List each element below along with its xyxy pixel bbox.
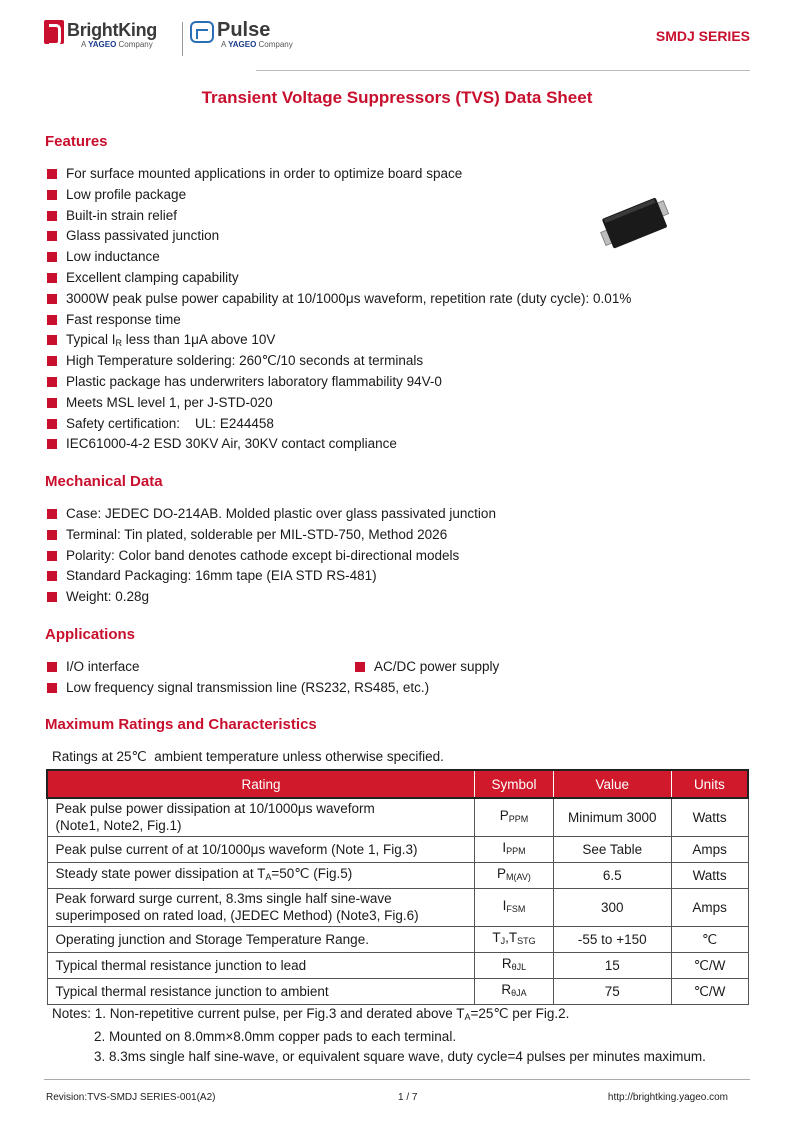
series-name: SMDJ SERIES (655, 28, 750, 44)
pulse-logo (190, 20, 293, 50)
list-item: AC/DC power supply (355, 657, 499, 678)
features-list (47, 164, 631, 455)
pulse-name: Pulse (217, 19, 271, 41)
column-header-symbol: Symbol (475, 770, 554, 798)
page-number: 1 / 7 (398, 1092, 418, 1103)
list-item: 3000W peak pulse power capability at 10/1000μs waveform, repetition rate (duty cycle): 0.01% (47, 289, 631, 310)
table-row (47, 836, 748, 862)
note-3: 3. 8.3ms single half sine-wave, or equivalent square wave, duty cycle=4 pulses per minutes maximum. (94, 1049, 706, 1064)
list-item: Meets MSL level 1, per J-STD-020 (47, 393, 631, 414)
rating-cell: Typical thermal resistance junction to ambient (47, 978, 475, 1004)
units-cell: Amps (671, 836, 748, 862)
table-row (47, 978, 748, 1004)
value-cell: 15 (553, 952, 671, 978)
column-header-value: Value (553, 770, 671, 798)
list-item: Fast response time (47, 310, 631, 331)
rating-cell: Steady state power dissipation at $T_A=50℃$ (Fig.5) (47, 862, 475, 888)
list-item: Low inductance (47, 247, 631, 268)
rating-cell: Peak forward surge current, 8.3ms single half sine-wave superimposed on rated load, (JEDEC Method) (Note3, Fig.6) (47, 888, 475, 926)
list-item: Weight: 0.28g (47, 587, 496, 608)
column-header-rating: Rating (47, 770, 475, 798)
symbol-cell: $I_{FSM}$ (475, 888, 554, 926)
list-item: Plastic package has underwriters laboratory flammability 94V-0 (47, 372, 631, 393)
header-rule (256, 70, 750, 71)
logo-divider (182, 22, 183, 56)
value-cell: 300 (553, 888, 671, 926)
features-heading: Features (45, 133, 108, 150)
value-cell: See Table (553, 836, 671, 862)
applications-list (47, 657, 747, 699)
table-header-row (47, 770, 748, 798)
rating-cell: Typical thermal resistance junction to lead (47, 952, 475, 978)
units-cell: ℃/W (671, 978, 748, 1004)
value-cell: Minimum 3000 (553, 798, 671, 836)
value-cell: -55 to +150 (553, 926, 671, 952)
symbol-cell: $P_{M(AV)}$ (475, 862, 554, 888)
list-item: High Temperature soldering: 260℃/10 seconds at terminals (47, 351, 631, 372)
table-row (47, 926, 748, 952)
pulse-tagline: A YAGEO Company (221, 40, 293, 49)
table-row (47, 798, 748, 836)
symbol-cell: $I_{PPM}$ (475, 836, 554, 862)
mechanical-list (47, 504, 496, 608)
list-item: Standard Packaging: 16mm tape (EIA STD RS-481) (47, 566, 496, 587)
symbol-cell: $R_{\theta JL}$ (475, 952, 554, 978)
list-item: Low frequency signal transmission line (RS232, RS485, etc.) (47, 678, 429, 699)
ratings-intro: Ratings at 25℃ ambient temperature unless otherwise specified. (52, 749, 444, 764)
footer-rule (44, 1079, 750, 1080)
mechanical-heading: Mechanical Data (45, 473, 163, 490)
pulse-mark-icon (190, 21, 214, 43)
table-row (47, 952, 748, 978)
revision-label: Revision:TVS-SMDJ SERIES-001(A2) (46, 1092, 216, 1103)
symbol-cell: $T_J,T_{STG}$ (475, 926, 554, 952)
ratings-heading: Maximum Ratings and Characteristics (45, 716, 317, 733)
document-title: Transient Voltage Suppressors (TVS) Data Sheet (201, 88, 593, 107)
units-cell: Watts (671, 798, 748, 836)
table-row (47, 888, 748, 926)
list-item: Safety certification: UL: E244458 (47, 414, 631, 435)
rating-cell: Peak pulse power dissipation at 10/1000μs waveform (Note1, Note2, Fig.1) (47, 798, 475, 836)
brightking-name: BrightKing (67, 20, 157, 40)
column-header-units: Units (671, 770, 748, 798)
list-item: Terminal: Tin plated, solderable per MIL-STD-750, Method 2026 (47, 525, 496, 546)
value-cell: 75 (553, 978, 671, 1004)
brightking-tagline: A YAGEO Company (81, 40, 153, 49)
applications-heading: Applications (45, 626, 136, 643)
note-2: 2. Mounted on 8.0mm×8.0mm copper pads to each terminal. (94, 1029, 457, 1044)
list-item: For surface mounted applications in order to optimize board space (47, 164, 631, 185)
ratings-table (46, 769, 749, 1005)
list-item: Excellent clamping capability (47, 268, 631, 289)
list-item: Polarity: Color band denotes cathode except bi-directional models (47, 546, 496, 567)
notes-block (52, 1004, 706, 1067)
brightking-logo (44, 20, 157, 50)
symbol-cell: $R_{\theta JA}$ (475, 978, 554, 1004)
list-item: Low profile package (47, 185, 631, 206)
note-1: Notes: 1. Non-repetitive current pulse, per Fig.3 and derated above $T_A=25℃$ per Fig.2. (52, 1006, 570, 1022)
rating-cell: Operating junction and Storage Temperature Range. (47, 926, 475, 952)
units-cell: Watts (671, 862, 748, 888)
list-item: IEC61000-4-2 ESD 30KV Air, 30KV contact compliance (47, 434, 631, 455)
list-item: Built-in strain relief (47, 206, 631, 227)
value-cell: 6.5 (553, 862, 671, 888)
symbol-cell: $P_{PPM}$ (475, 798, 554, 836)
rating-cell: Peak pulse current of at 10/1000μs waveform (Note 1, Fig.3) (47, 836, 475, 862)
list-item: Case: JEDEC DO-214AB. Molded plastic over glass passivated junction (47, 504, 496, 525)
page-header (44, 20, 750, 60)
table-row (47, 862, 748, 888)
units-cell: ℃/W (671, 952, 748, 978)
brightking-mark-icon (44, 20, 64, 44)
list-item: Typical $I_R$ less than 1μA above 10V (47, 330, 631, 351)
smc-package-image (592, 193, 678, 255)
units-cell: Amps (671, 888, 748, 926)
list-item: Glass passivated junction (47, 226, 631, 247)
website-link[interactable]: http://brightking.yageo.com (607, 1092, 728, 1103)
units-cell: ℃ (671, 926, 748, 952)
list-item: I/O interface (47, 657, 140, 678)
